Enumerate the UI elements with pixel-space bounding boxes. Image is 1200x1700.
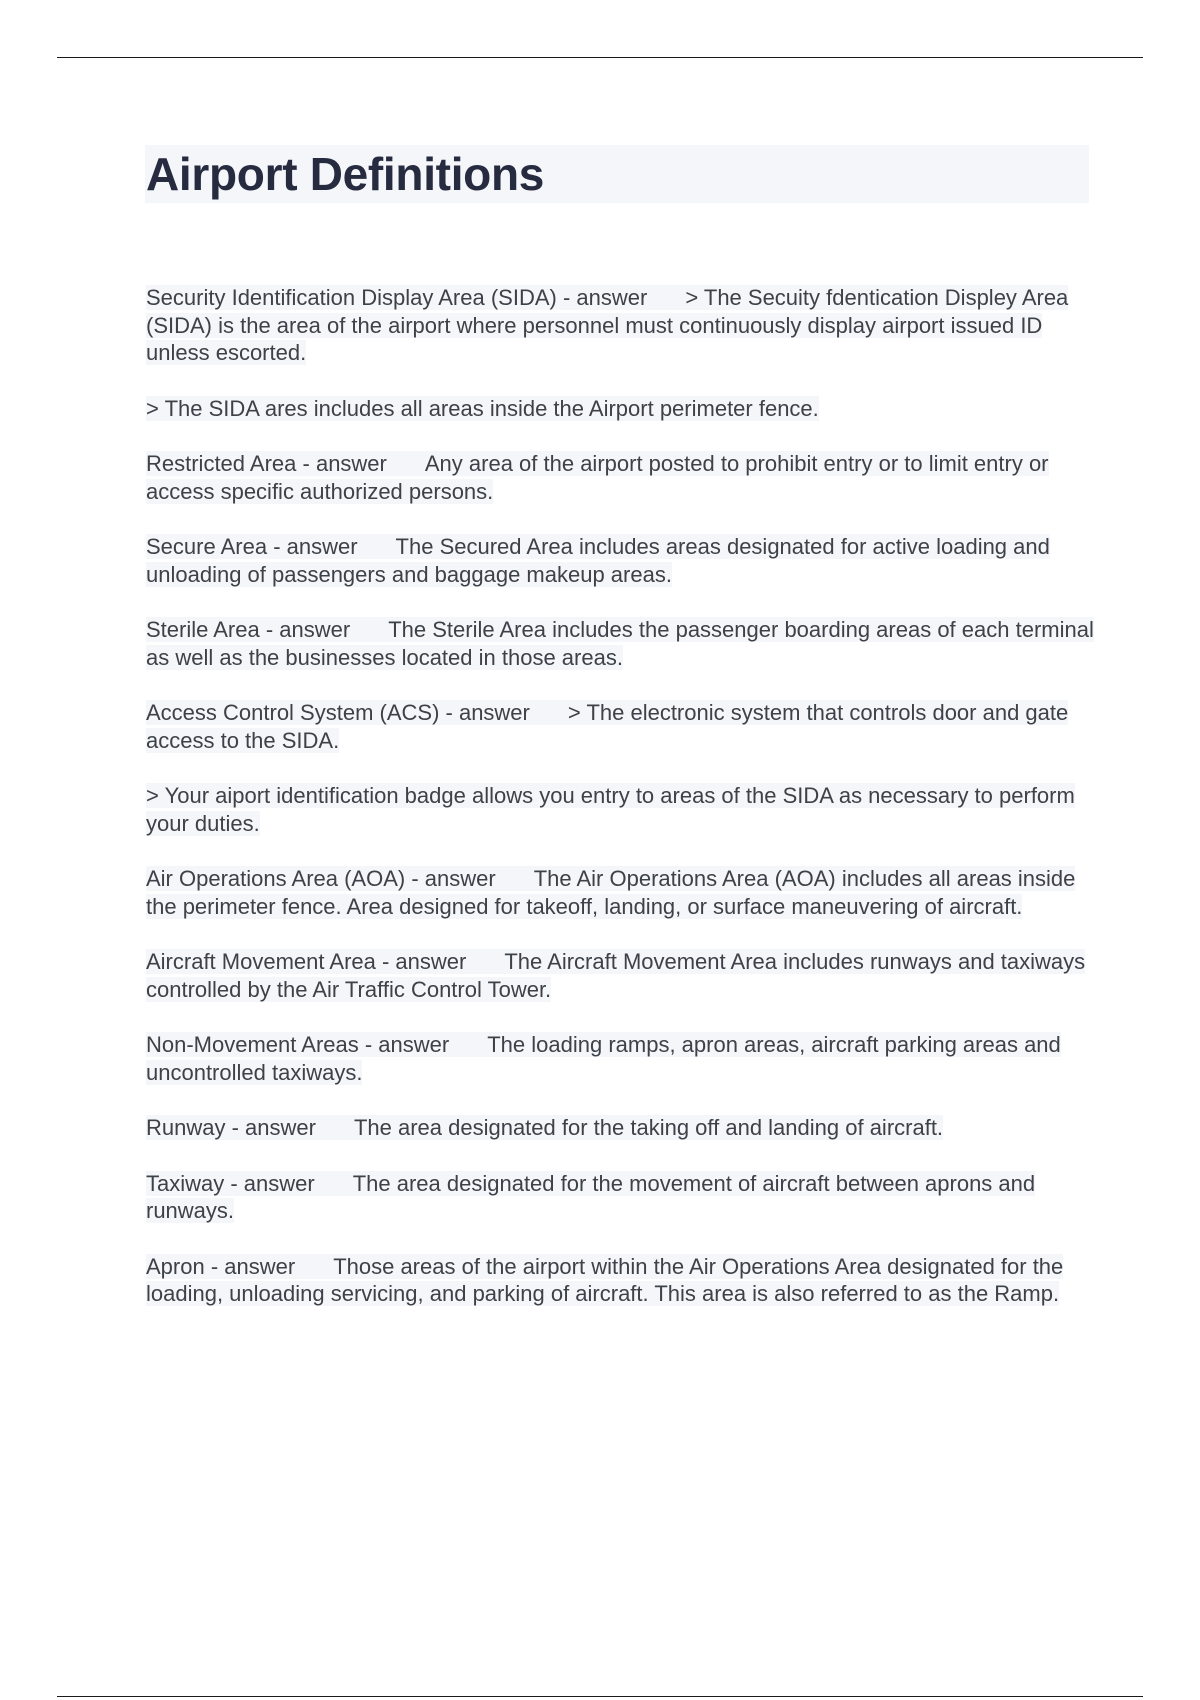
definition-term: Apron - answer	[146, 1253, 296, 1279]
definition-term: Air Operations Area (AOA) - answer	[146, 866, 496, 891]
definition-term: Aircraft Movement Area - answer	[146, 949, 467, 974]
definition-sida	[146, 284, 1096, 367]
definition-term: Secure Area - answer	[146, 534, 358, 559]
definition-text: The Secured Area includes areas designated for active loading and unloading of passengers and baggage makeup areas.	[146, 534, 1050, 587]
definition-sida-note	[146, 395, 1096, 423]
definition-text: The Aircraft Movement Area includes runways and taxiways controlled by the Air Traffic Control Tower.	[146, 949, 1086, 1002]
definition-term: Restricted Area - answer	[146, 451, 387, 476]
definition-acs-note	[146, 782, 1096, 837]
definition-term: Sterile Area - answer	[146, 617, 351, 642]
definition-taxiway	[146, 1170, 1096, 1225]
definition-text: > Your aiport identification badge allows you entry to areas of the SIDA as necessary to perform your duties.	[146, 783, 1075, 836]
definition-non-movement-areas	[146, 1031, 1096, 1086]
page-title: Airport Definitions	[146, 148, 545, 200]
definition-text: The area designated for the movement of aircraft between aprons and runways.	[146, 1170, 1036, 1223]
definition-text: The Air Operations Area (AOA) includes all areas inside the perimeter fence. Area designed for takeoff, landing, or surface maneuvering of aircraft.	[146, 866, 1076, 919]
definition-term: Non-Movement Areas - answer	[146, 1032, 450, 1057]
definition-term: Runway - answer	[146, 1115, 316, 1140]
definition-apron	[146, 1253, 1096, 1308]
definition-text: Any area of the airport posted to prohibit entry or to limit entry or access specific authorized persons.	[146, 451, 1049, 504]
definition-runway	[146, 1114, 1096, 1142]
definition-term: Security Identification Display Area (SIDA) - answer	[146, 285, 648, 310]
bottom-rule	[57, 1696, 1143, 1697]
definition-text: > The electronic system that controls door and gate access to the SIDA.	[146, 700, 1069, 753]
definition-text: The area designated for the taking off and landing of aircraft.	[353, 1115, 944, 1140]
definitions-list	[146, 284, 1096, 1336]
definition-sterile-area	[146, 616, 1096, 671]
definition-text: The loading ramps, apron areas, aircraft parking areas and uncontrolled taxiways.	[146, 1032, 1061, 1085]
top-rule	[57, 57, 1143, 58]
definition-secure-area	[146, 533, 1096, 588]
definition-text: > The SIDA ares includes all areas inside the Airport perimeter fence.	[146, 395, 819, 421]
definition-acs	[146, 699, 1096, 754]
definition-term: Access Control System (ACS) - answer	[146, 700, 530, 725]
definition-aoa	[146, 865, 1096, 920]
definition-text: > The Secuity fdentication Displey Area (SIDA) is the area of the airport where personnel must continuously display airport issued ID unless escorted.	[146, 285, 1069, 365]
definition-aircraft-movement-area	[146, 948, 1096, 1003]
definition-text: The Sterile Area includes the passenger boarding areas of each terminal as well as the businesses located in those areas.	[146, 617, 1094, 670]
definition-term: Taxiway - answer	[146, 1170, 315, 1196]
definition-restricted-area	[146, 450, 1096, 505]
definition-text: Those areas of the airport within the Air Operations Area designated for the loading, unloading servicing, and parking of aircraft. This area is also referred to as the Ramp.	[146, 1253, 1064, 1306]
